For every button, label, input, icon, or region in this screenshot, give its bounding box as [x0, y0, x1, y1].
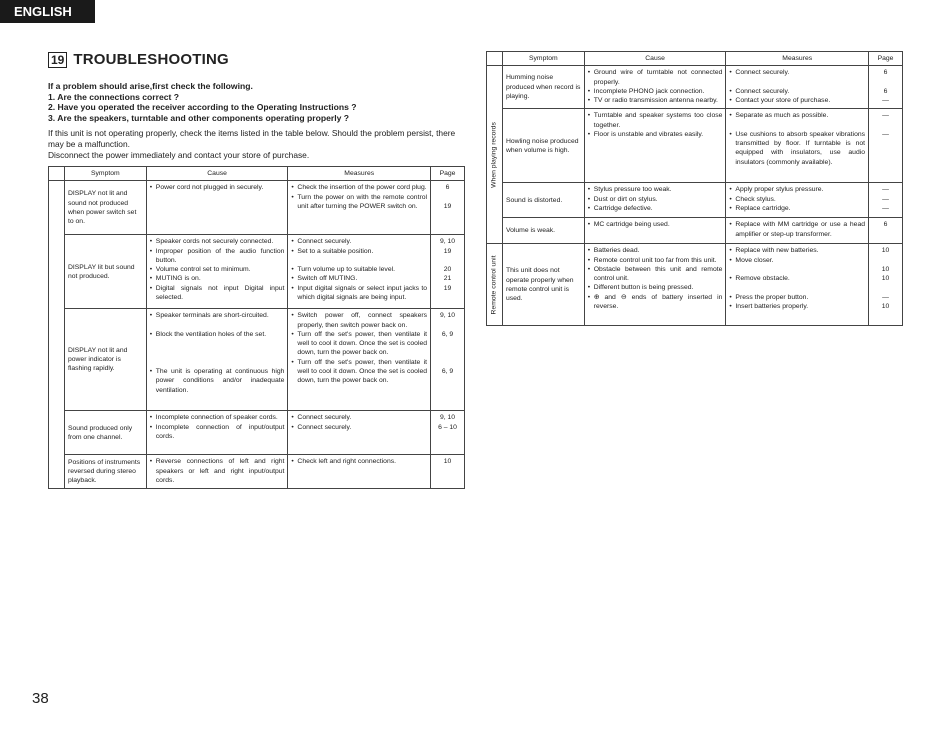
page-ref: [434, 256, 461, 265]
page-ref: 10: [881, 303, 890, 311]
cause-cell: [584, 244, 726, 326]
cause-item-list: [150, 311, 285, 395]
group-label-cell: [487, 66, 503, 244]
cause-item: [150, 339, 285, 348]
measure-item: • Check left and right connections.: [291, 457, 427, 466]
measure-item: [291, 256, 427, 265]
measure-item: • Input digital signals or select input jacks to which digital signals are being input.: [291, 284, 427, 303]
page-ref: 19: [443, 247, 452, 255]
page-ref: 10: [881, 265, 890, 273]
cause-item: • TV or radio transmission antenna nearby.: [588, 96, 723, 105]
cause-cell: [584, 218, 726, 244]
cause-item-list: [588, 220, 723, 229]
measure-item-list: [291, 237, 427, 302]
measures-cell: [288, 181, 431, 235]
symptom-cell: Sound is distorted.: [502, 183, 584, 218]
page-cell: [869, 218, 903, 244]
page-ref: 6, 9: [441, 368, 454, 376]
cause-item: • Incomplete connection of speaker cords.: [150, 413, 285, 422]
page-cell: [869, 244, 903, 326]
page-ref: 10: [881, 247, 890, 255]
cause-item: • Digital signals not input Digital input selected.: [150, 284, 285, 303]
cause-item: • Volume control set to minimum.: [150, 265, 285, 274]
measure-item: • Remove obstacle.: [729, 274, 865, 283]
page-ref: 6: [445, 184, 450, 192]
table-row: [487, 183, 903, 218]
page-ref: 6, 9: [441, 330, 454, 338]
group-label: Remote control unit: [490, 255, 498, 315]
table-row: [487, 218, 903, 244]
header-cause: Cause: [146, 167, 288, 181]
measure-item-list: [291, 457, 427, 466]
page-ref: —: [882, 195, 889, 203]
intro-paragraph: If this unit is not operating properly, check the items listed in the table below. Should the problem persist, there may be a malfunction.: [48, 127, 456, 149]
section-title: TROUBLESHOOTING: [73, 51, 229, 68]
table-row: [487, 244, 903, 326]
page-ref: 9, 10: [439, 414, 456, 422]
page-cell: [431, 455, 465, 489]
measures-cell: [726, 183, 869, 218]
cause-item: • Power cord not plugged in securely.: [150, 183, 285, 192]
measure-item: • Connect securely.: [291, 237, 427, 246]
language-tab: ENGLISH: [0, 0, 95, 23]
table-row: [487, 66, 903, 109]
page-ref: 6 – 10: [438, 423, 457, 431]
cause-cell: [146, 235, 288, 309]
table-row: [49, 455, 465, 489]
cause-item: • Dust or dirt on stylus.: [588, 195, 723, 204]
intro-bold-line: 1. Are the connections correct ?: [48, 91, 180, 102]
measure-item: • Replace cartridge.: [729, 204, 865, 213]
measure-item-list: [729, 111, 865, 167]
measure-item: • Press the proper button.: [729, 293, 865, 302]
page-ref: 20: [443, 266, 452, 274]
page-ref: 6: [883, 87, 888, 95]
page-ref: [872, 121, 899, 130]
cause-item: • Remote control unit too far from this unit.: [588, 256, 723, 265]
cause-cell: [584, 183, 726, 218]
page-ref: [872, 283, 899, 292]
table-row: [49, 181, 465, 235]
cause-item-list: [150, 413, 285, 441]
measure-item: • Check stylus.: [729, 195, 865, 204]
measure-item: • Connect securely.: [729, 87, 865, 96]
measures-cell: [726, 244, 869, 326]
table-row: [49, 411, 465, 455]
measure-item: [729, 265, 865, 274]
page-ref: —: [882, 293, 889, 301]
measure-item-list: [729, 246, 865, 311]
cause-item: • Ground wire of turntable not connected properly.: [588, 68, 723, 87]
intro-paragraph: Disconnect the power immediately and contact your store of purchase.: [48, 149, 310, 160]
intro-bold-line: If a problem should arise,first check the following.: [48, 81, 253, 91]
intro-text: [48, 81, 468, 161]
measure-item: • Set to a suitable position.: [291, 247, 427, 256]
cause-item: • ⊕ and ⊖ ends of battery inserted in reverse.: [588, 293, 723, 312]
cause-item: [150, 348, 285, 357]
section-heading: [48, 51, 229, 68]
cause-item: • Improper position of the audio function button.: [150, 247, 285, 266]
cause-item: • MUTING is on.: [150, 274, 285, 283]
cause-item: • Incomplete connection of input/output cords.: [150, 423, 285, 442]
page-cell: [431, 235, 465, 309]
measure-item: [729, 121, 865, 130]
symptom-cell: Positions of instruments reversed during stereo playback.: [64, 455, 146, 489]
cause-cell: [146, 309, 288, 411]
page-cell: [431, 309, 465, 411]
cause-item: • Stylus pressure too weak.: [588, 185, 723, 194]
cause-cell: [146, 181, 288, 235]
measure-item: • Turn volume up to suitable level.: [291, 265, 427, 274]
measure-item: • Switch off MUTING.: [291, 274, 427, 283]
cause-item: • Incomplete PHONO jack connection.: [588, 87, 723, 96]
measure-item: [729, 78, 865, 87]
measure-item: • Turn the power on with the remote control unit after turning the POWER switch on.: [291, 193, 427, 212]
page-ref: [872, 78, 899, 87]
page-ref: 19: [443, 202, 452, 210]
symptom-cell: Volume is weak.: [502, 218, 584, 244]
cause-item: • Batteries dead.: [588, 246, 723, 255]
page-ref: 6: [883, 221, 888, 229]
page-ref: [434, 339, 461, 348]
measures-cell: [726, 66, 869, 109]
header-measures: Measures: [726, 52, 869, 66]
cause-item: • Reverse connections of left and right speakers or left and right input/output cords.: [150, 457, 285, 485]
page-ref: 9, 10: [439, 312, 456, 320]
measures-cell: [288, 411, 431, 455]
page-ref: 19: [443, 284, 452, 292]
cause-item: • Speaker cords not securely connected.: [150, 237, 285, 246]
page-ref: 10: [443, 458, 452, 466]
troubleshooting-table-left: [48, 166, 465, 489]
page-ref: —: [882, 112, 889, 120]
cause-item-list: [588, 68, 723, 105]
troubleshooting-table-right: [486, 51, 903, 326]
page-ref: [434, 193, 461, 202]
page-cell: [869, 183, 903, 218]
measures-cell: [288, 235, 431, 309]
measures-cell: [288, 309, 431, 411]
measure-item: • Switch power off, connect speakers properly, then switch power back on.: [291, 311, 427, 330]
page-ref: —: [882, 97, 889, 105]
cause-cell: [584, 109, 726, 183]
cause-item-list: [150, 457, 285, 485]
group-label-cell: [487, 244, 503, 326]
cause-item: • Floor is unstable and vibrates easily.: [588, 130, 723, 139]
measures-cell: [726, 109, 869, 183]
symptom-cell: DISPLAY not lit and sound not produced when power switch set to on.: [64, 181, 146, 235]
page-ref: [872, 256, 899, 265]
header-page: Page: [431, 167, 465, 181]
page-ref: —: [882, 186, 889, 194]
cause-item: • Cartridge defective.: [588, 204, 723, 213]
cause-item-list: [150, 237, 285, 302]
page-ref: 21: [443, 275, 452, 283]
page-ref: —: [882, 130, 889, 138]
cause-item: • Obstacle between this unit and remote control unit.: [588, 265, 723, 284]
measure-item: • Use cushions to absorb speaker vibrations transmitted by floor. If turntable is not equipped with insulators, use audio insulators (commonly available).: [729, 130, 865, 167]
cause-item: • Different button is being pressed.: [588, 283, 723, 292]
cause-item: • The unit is operating at continuous high power conditions and/or inadequate ventilation.: [150, 367, 285, 395]
intro-bold-line: 3. Are the speakers, turntable and other components operating properly ?: [48, 113, 349, 124]
measure-item-list: [291, 311, 427, 385]
symptom-cell: DISPLAY lit but sound not produced.: [64, 235, 146, 309]
page-cell: [869, 66, 903, 109]
page-cell: [869, 109, 903, 183]
measure-item: • Replace with new batteries.: [729, 246, 865, 255]
measures-cell: [288, 455, 431, 489]
page-ref: 6: [883, 69, 888, 77]
cause-item: • Block the ventilation holes of the set.: [150, 330, 285, 339]
page-cell: [431, 181, 465, 235]
measure-item: • Move closer.: [729, 256, 865, 265]
table-row: [49, 235, 465, 309]
group-label: When playing records: [490, 121, 498, 188]
cause-cell: [146, 455, 288, 489]
cause-item: • MC cartridge being used.: [588, 220, 723, 229]
section-number: 19: [48, 52, 67, 68]
page-ref: 9, 10: [439, 238, 456, 246]
symptom-cell: Humming noise produced when record is playing.: [502, 66, 584, 109]
measure-item: • Contact your store of purchase.: [729, 96, 865, 105]
header-measures: Measures: [288, 167, 431, 181]
header-blank: [49, 167, 65, 181]
header-blank: [487, 52, 503, 66]
intro-bold-line: 2. Have you operated the receiver according to the Operating Instructions ?: [48, 102, 357, 113]
measure-item: • Insert batteries properly.: [729, 302, 865, 311]
cause-cell: [584, 66, 726, 109]
table-row: [487, 109, 903, 183]
page-ref: —: [882, 204, 889, 212]
cause-item-list: [588, 185, 723, 213]
measure-item-list: [729, 220, 865, 239]
measure-item-list: [729, 68, 865, 105]
symptom-cell: This unit does not operate properly when remote control unit is used.: [502, 244, 584, 326]
measure-item-list: [291, 413, 427, 432]
measure-item: • Turn off the set's power, then ventilate it well to cool it down. Once the set is cooled down, turn the power back on.: [291, 358, 427, 386]
symptom-cell: Sound produced only from one channel.: [64, 411, 146, 455]
cause-item-list: [588, 246, 723, 311]
cause-cell: [146, 411, 288, 455]
page-cell: [431, 411, 465, 455]
symptom-cell: Howling noise produced when volume is high.: [502, 109, 584, 183]
group-label-cell: [49, 181, 65, 489]
page-ref: [434, 321, 461, 330]
header-page: Page: [869, 52, 903, 66]
measure-item: • Check the insertion of the power cord plug.: [291, 183, 427, 192]
measure-item: • Turn off the set's power, then ventilate it well to cool it down. Once the set is cooled down, turn the power back on.: [291, 330, 427, 358]
measure-item: [729, 283, 865, 292]
measure-item-list: [291, 183, 427, 211]
cause-item: • Speaker terminals are short-circuited.: [150, 311, 285, 320]
measure-item: • Apply proper stylus pressure.: [729, 185, 865, 194]
cause-item: • Turntable and speaker systems too close together.: [588, 111, 723, 130]
cause-item-list: [588, 111, 723, 139]
table-row: [49, 309, 465, 411]
symptom-cell: DISPLAY not lit and power indicator is flashing rapidly.: [64, 309, 146, 411]
header-symptom: Symptom: [64, 167, 146, 181]
measure-item: • Connect securely.: [291, 413, 427, 422]
measures-cell: [726, 218, 869, 244]
measure-item: • Connect securely.: [291, 423, 427, 432]
cause-item: [150, 358, 285, 367]
measure-item: • Connect securely.: [729, 68, 865, 77]
cause-item-list: [150, 183, 285, 192]
page-number: 38: [32, 690, 49, 707]
measure-item: • Separate as much as possible.: [729, 111, 865, 120]
measure-item-list: [729, 185, 865, 213]
cause-item: [150, 321, 285, 330]
page-ref: [434, 358, 461, 367]
header-cause: Cause: [584, 52, 726, 66]
header-symptom: Symptom: [502, 52, 584, 66]
page-ref: [434, 348, 461, 357]
measure-item: • Replace with MM cartridge or use a head amplifier or step-up transformer.: [729, 220, 865, 239]
page-ref: 10: [881, 275, 890, 283]
